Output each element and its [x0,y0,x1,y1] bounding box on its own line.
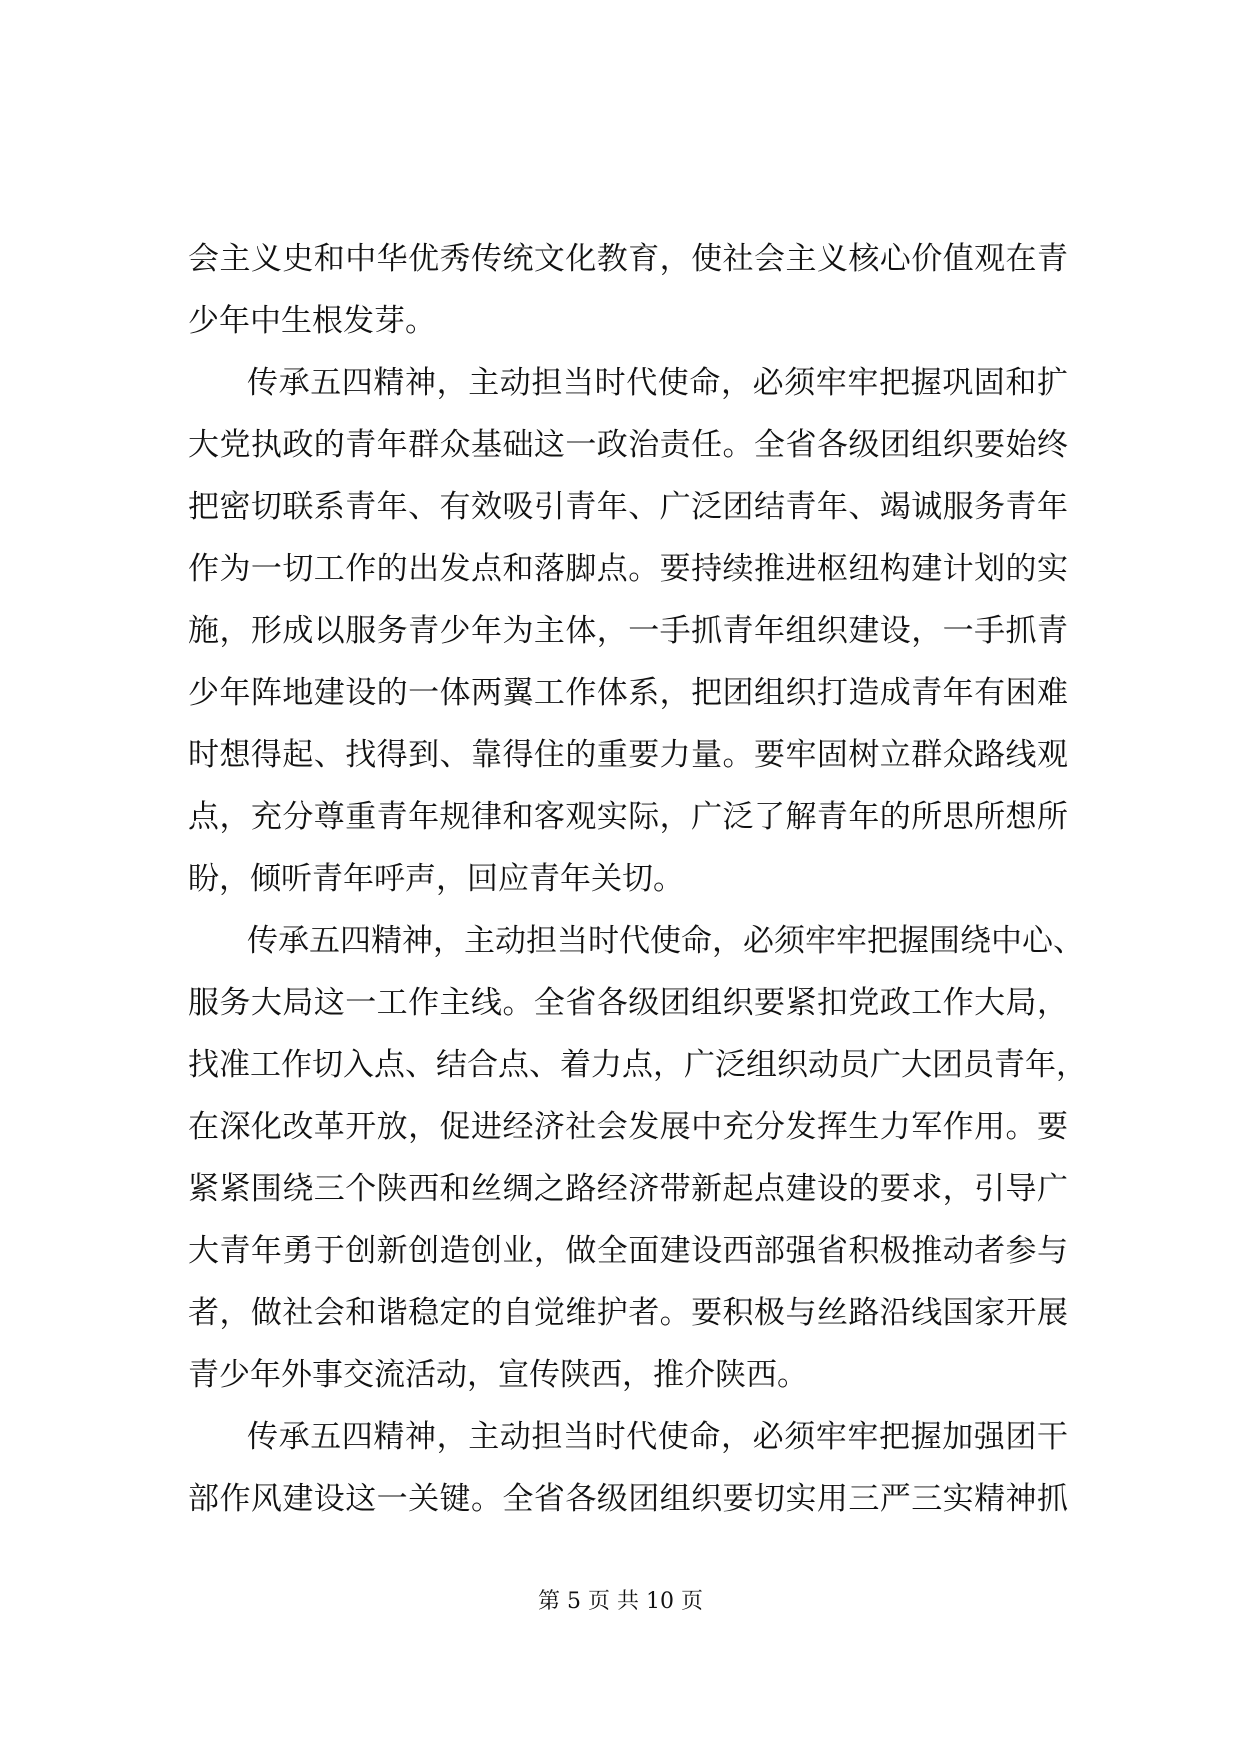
text-line: 部作风建设这一关键。全省各级团组织要切实用三严三实精神抓 [188,1481,1068,1517]
text-line: 作为一切工作的出发点和落脚点。要持续推进枢纽构建计划的实 [188,551,1068,587]
text-line: 施，形成以服务青少年为主体，一手抓青年组织建设，一手抓青 [188,613,1068,649]
text-line: 找准工作切入点、结合点、着力点，广泛组织动员广大团员青年， [188,1047,1087,1083]
text-line: 者，做社会和谐稳定的自觉维护者。要积极与丝路沿线国家开展 [188,1295,1068,1331]
text-line: 传承五四精神，主动担当时代使命，必须牢牢把握巩固和扩 [247,365,1068,401]
text-line: 时想得起、找得到、靠得住的重要力量。要牢固树立群众路线观 [188,737,1068,773]
document-body [188,228,1087,1530]
text-line: 服务大局这一工作主线。全省各级团组织要紧扣党政工作大局， [188,985,1068,1021]
text-line: 点，充分尊重青年规律和客观实际，广泛了解青年的所思所想所 [188,799,1068,835]
text-line: 在深化改革开放，促进经济社会发展中充分发挥生力军作用。要 [188,1109,1068,1145]
text-line: 传承五四精神，主动担当时代使命，必须牢牢把握围绕中心、 [247,923,1084,959]
text-line: 传承五四精神，主动担当时代使命，必须牢牢把握加强团干 [247,1419,1068,1455]
text-line: 少年阵地建设的一体两翼工作体系，把团组织打造成青年有困难 [188,675,1068,711]
text-line: 会主义史和中华优秀传统文化教育，使社会主义核心价值观在青 [188,241,1068,277]
text-line: 把密切联系青年、有效吸引青年、广泛团结青年、竭诚服务青年 [188,489,1068,525]
text-line: 紧紧围绕三个陕西和丝绸之路经济带新起点建设的要求，引导广 [188,1171,1068,1207]
text-line: 盼，倾听青年呼声，回应青年关切。 [188,861,684,897]
text-line: 大青年勇于创新创造创业，做全面建设西部强省积极推动者参与 [188,1233,1068,1269]
text-line: 少年中生根发芽。 [188,303,436,339]
page-footer: 第 5 页 共 10 页 [538,1589,703,1614]
text-line: 大党执政的青年群众基础这一政治责任。全省各级团组织要始终 [188,427,1068,463]
text-line: 青少年外事交流活动，宣传陕西，推介陕西。 [188,1357,808,1393]
